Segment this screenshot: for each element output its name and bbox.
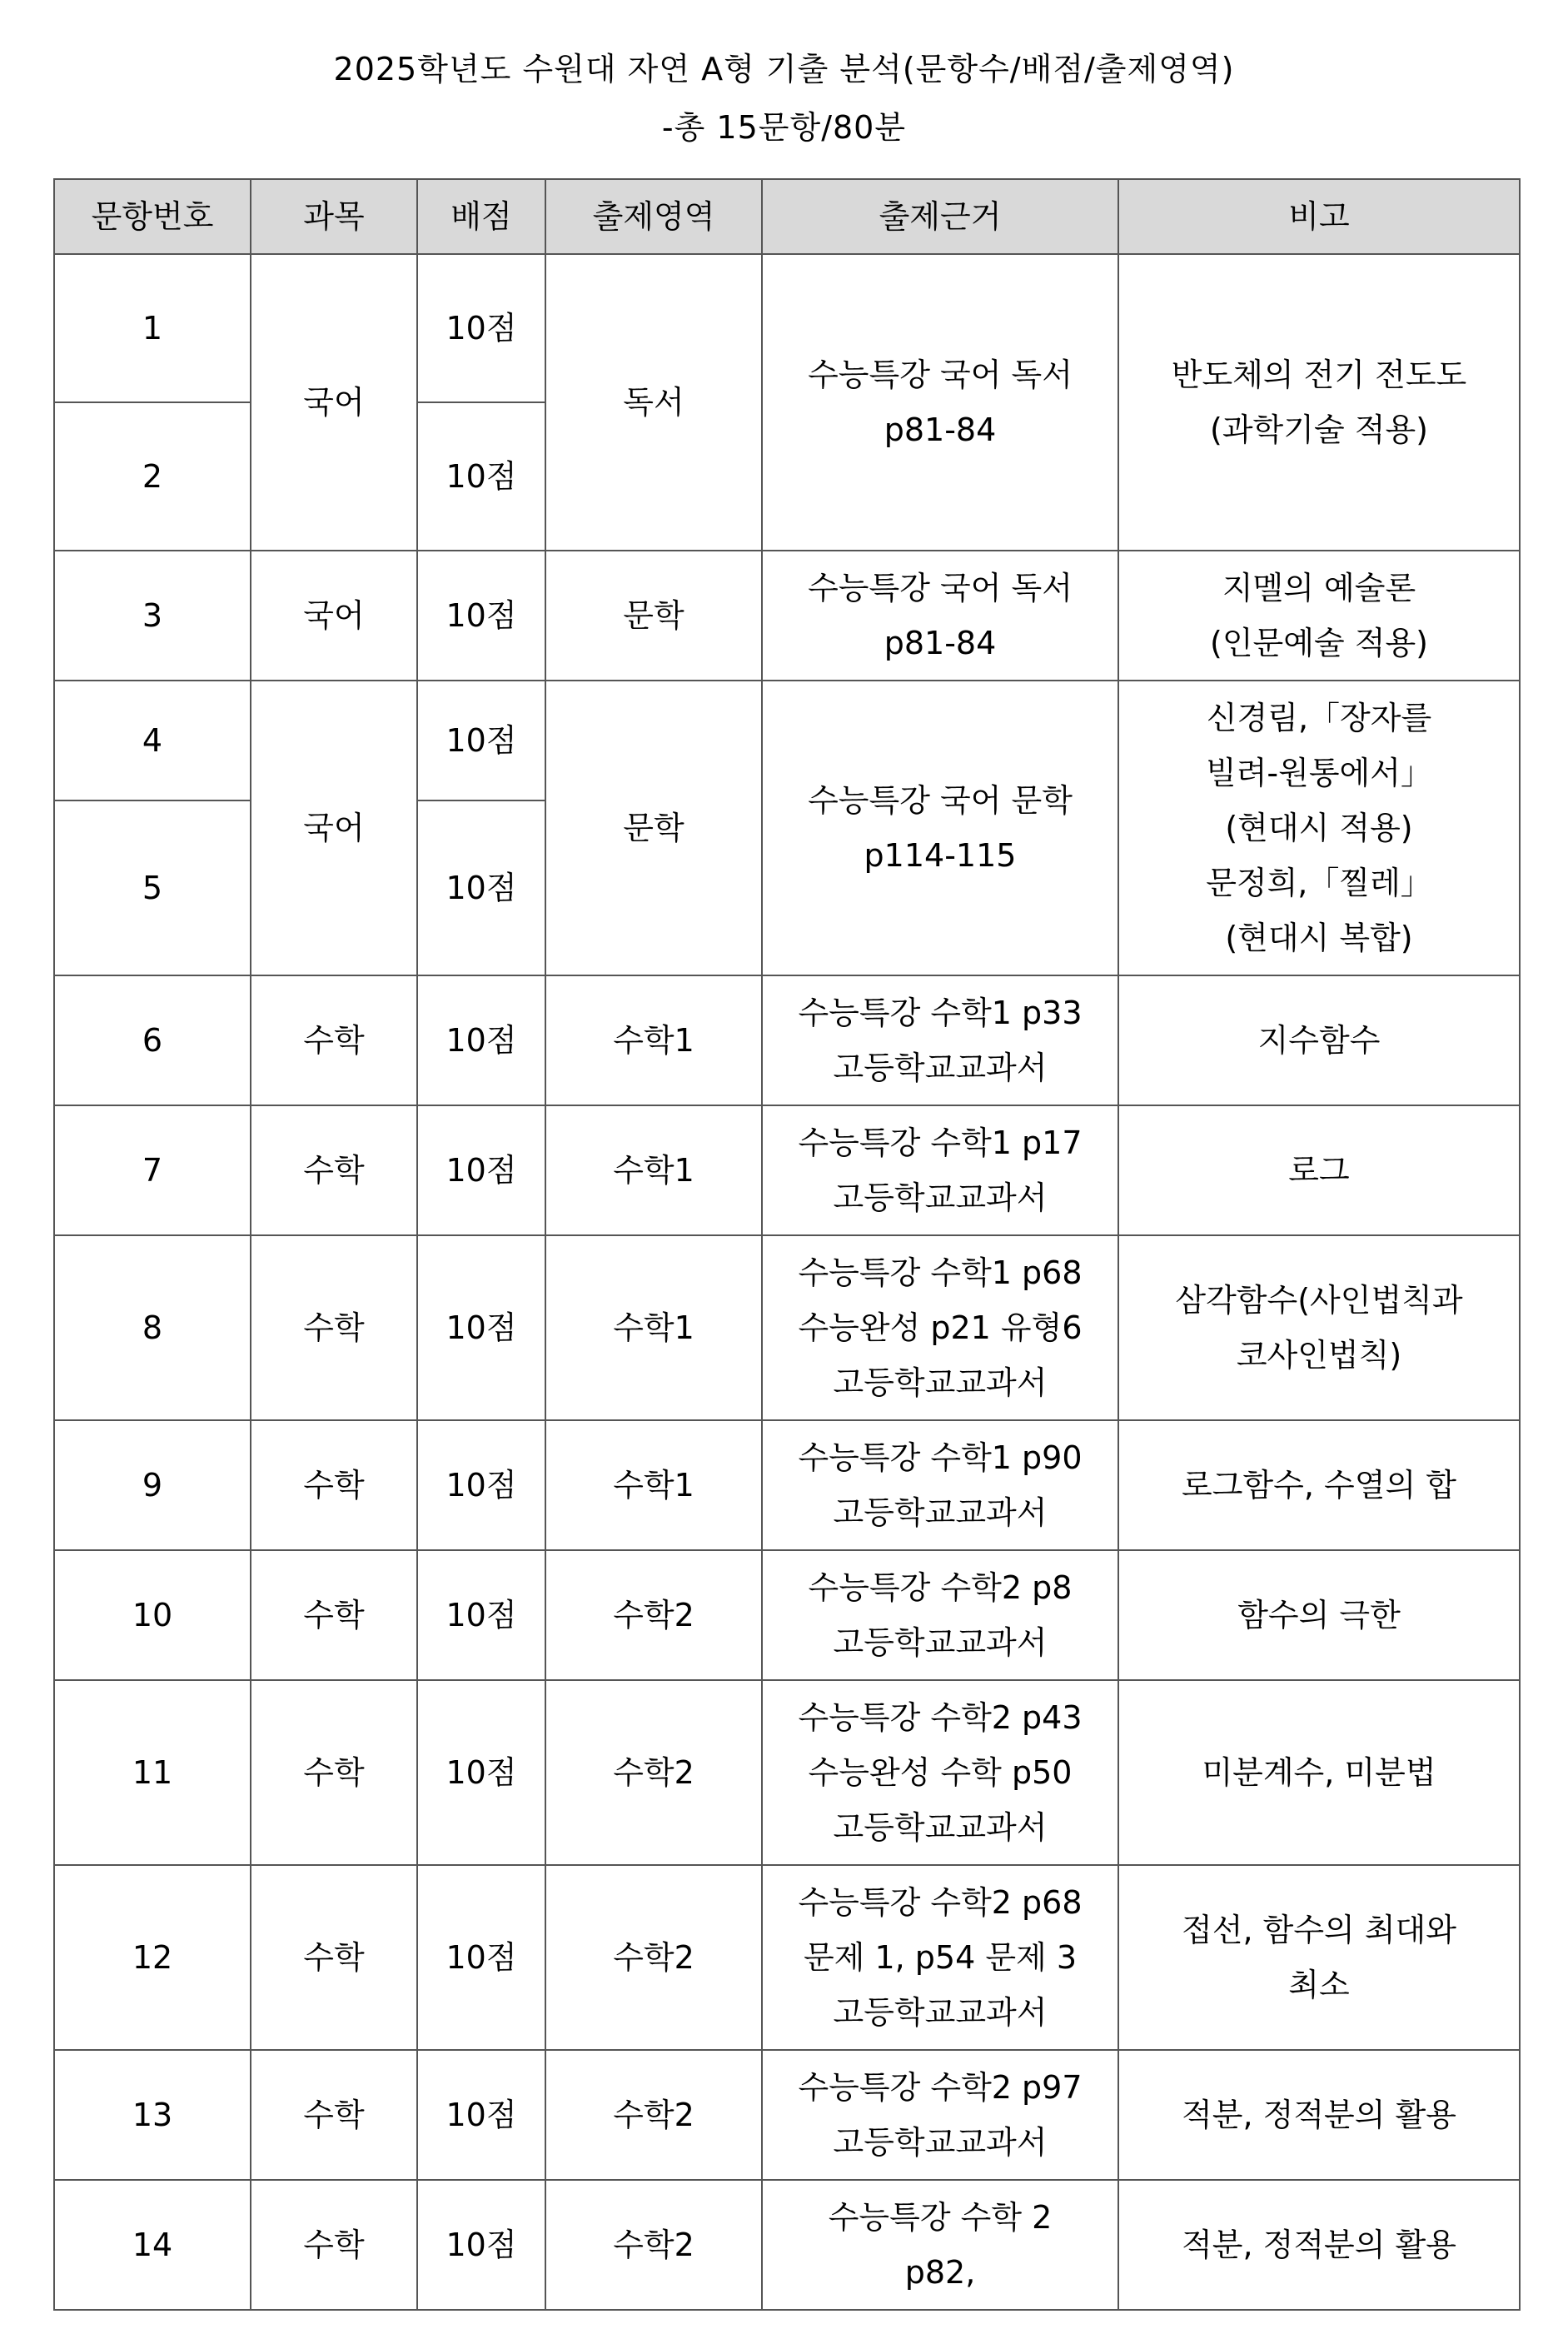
subject: 수학 [251,1680,417,1865]
basis [762,1105,1118,1235]
table-row [54,2050,1520,2180]
note-line: 코사인법칙) [1236,1337,1402,1374]
basis-line: 수능특강 국어 독서 [808,570,1073,606]
score: 10점 [417,1680,545,1865]
header-note: 비고 [1118,179,1520,254]
basis-line: 수능완성 수학 p50 [808,1754,1073,1791]
note [1118,681,1520,975]
basis [762,1865,1118,2050]
question-no: 8 [54,1235,251,1420]
table-row [54,1420,1520,1550]
basis-line: 수능특강 국어 문학 [808,782,1073,819]
note-line: 지멜의 예술론 [1222,570,1416,606]
note-line: 적분, 정적분의 활용 [1182,2227,1456,2263]
basis [762,1420,1118,1550]
table-row [54,1865,1520,2050]
note-line: (과학기술 적용) [1210,411,1428,448]
basis-line: 고등학교교과서 [833,1179,1048,1216]
table-row [54,2180,1520,2310]
basis-line: 수능특강 수학1 p33 [798,995,1083,1031]
basis-line: 고등학교교과서 [833,1624,1048,1661]
basis-line: 고등학교교과서 [833,2124,1048,2161]
note-line: 적분, 정적분의 활용 [1182,2097,1456,2133]
question-no: 12 [54,1865,251,2050]
basis-line: 고등학교교과서 [833,1050,1048,1086]
table-row [54,254,1520,402]
area: 독서 [545,254,762,551]
note [1118,1865,1520,2050]
note-line: 빌려-원통에서」 [1206,755,1432,791]
subject: 수학 [251,1865,417,2050]
basis-line: 문제 1, p54 문제 3 [803,1939,1078,1976]
basis-line: p81-84 [884,411,997,448]
basis-line: 수능특강 수학2 p8 [808,1569,1073,1606]
note-line: 반도체의 전기 전도도 [1171,357,1467,393]
area: 수학1 [545,975,762,1105]
score: 10점 [417,800,545,975]
note-line: (현대시 복합) [1225,920,1413,956]
score: 10점 [417,2180,545,2310]
score: 10점 [417,1550,545,1680]
question-no: 5 [54,800,251,975]
table-row [54,551,1520,681]
question-no: 10 [54,1550,251,1680]
question-no: 6 [54,975,251,1105]
table-row [54,1680,1520,1865]
subject: 수학 [251,975,417,1105]
area: 수학1 [545,1420,762,1550]
note-line: (인문예술 적용) [1210,625,1428,661]
score: 10점 [417,1865,545,2050]
basis [762,254,1118,551]
question-no: 14 [54,2180,251,2310]
subject: 국어 [251,254,417,551]
area: 문학 [545,681,762,975]
basis-line: 수능특강 수학1 p17 [798,1125,1083,1161]
note [1118,2180,1520,2310]
basis-line: 고등학교교과서 [833,1364,1048,1401]
basis [762,681,1118,975]
score: 10점 [417,2050,545,2180]
note-line: 접선, 함수의 최대와 [1182,1912,1456,1948]
note [1118,1105,1520,1235]
header-basis: 출제근거 [762,179,1118,254]
basis [762,1235,1118,1420]
basis [762,975,1118,1105]
basis [762,2050,1118,2180]
basis [762,1680,1118,1865]
note-line: 신경림,「장자를 [1206,700,1432,736]
area: 수학2 [545,1680,762,1865]
note [1118,2050,1520,2180]
subject: 국어 [251,681,417,975]
note-line: 문정희,「찔레」 [1206,865,1432,901]
basis-line: p114-115 [864,837,1017,874]
document-title: 2025학년도 수원대 자연 A형 기출 분석(문항수/배점/출제영역) [333,51,1235,87]
table-row [54,681,1520,800]
note-line: 지수함수 [1257,1022,1381,1059]
score: 10점 [417,402,545,551]
score: 10점 [417,975,545,1105]
basis-line: 수능특강 수학1 p90 [798,1439,1083,1476]
question-no: 2 [54,402,251,551]
basis-line: 수능특강 수학2 p68 [798,1884,1083,1921]
score: 10점 [417,1235,545,1420]
table-header-row [54,179,1520,254]
note [1118,551,1520,681]
table-row [54,1550,1520,1680]
area: 수학2 [545,1865,762,2050]
question-no: 9 [54,1420,251,1550]
area: 수학2 [545,2050,762,2180]
area: 수학1 [545,1105,762,1235]
note [1118,254,1520,551]
subject: 수학 [251,1235,417,1420]
subject: 수학 [251,1105,417,1235]
table-row [54,975,1520,1105]
area: 수학2 [545,2180,762,2310]
exam-analysis-table [53,178,1521,2311]
basis-line: 수능완성 p21 유형6 [798,1309,1083,1346]
note [1118,1235,1520,1420]
subject: 수학 [251,2180,417,2310]
area: 수학1 [545,1235,762,1420]
note-line: 로그 [1288,1152,1350,1189]
subject: 수학 [251,1420,417,1550]
note [1118,1680,1520,1865]
header-question-no: 문항번호 [54,179,251,254]
basis [762,1550,1118,1680]
basis-line: 수능특강 수학2 p43 [798,1699,1083,1736]
question-no: 3 [54,551,251,681]
header-area: 출제영역 [545,179,762,254]
basis-line: 고등학교교과서 [833,1809,1048,1846]
score: 10점 [417,254,545,402]
header-score: 배점 [417,179,545,254]
note [1118,975,1520,1105]
basis-line: 수능특강 수학2 p97 [798,2069,1083,2106]
note-line: (현대시 적용) [1225,810,1413,846]
basis-line: 수능특강 국어 독서 [808,357,1073,393]
note-line: 함수의 극한 [1237,1597,1401,1633]
basis-line: 고등학교교과서 [833,1494,1048,1531]
basis [762,551,1118,681]
basis-line: 수능특강 수학 2 [828,2199,1053,2236]
note-line: 최소 [1288,1967,1350,2003]
note-line: 삼각함수(사인법칙과 [1175,1282,1463,1319]
basis-line: p81-84 [884,625,997,661]
note [1118,1550,1520,1680]
note-line: 미분계수, 미분법 [1202,1754,1436,1791]
basis-line: 고등학교교과서 [833,1994,1048,2031]
area: 문학 [545,551,762,681]
note-line: 로그함수, 수열의 합 [1182,1467,1456,1504]
question-no: 11 [54,1680,251,1865]
question-no: 13 [54,2050,251,2180]
basis-line: 수능특강 수학1 p68 [798,1254,1083,1291]
score: 10점 [417,681,545,800]
table-row [54,1235,1520,1420]
question-no: 1 [54,254,251,402]
note [1118,1420,1520,1550]
subject: 수학 [251,1550,417,1680]
score: 10점 [417,1105,545,1235]
question-no: 7 [54,1105,251,1235]
area: 수학2 [545,1550,762,1680]
basis-line: p82, [904,2254,976,2291]
question-no: 4 [54,681,251,800]
basis [762,2180,1118,2310]
score: 10점 [417,1420,545,1550]
header-subject: 과목 [251,179,417,254]
subject: 국어 [251,551,417,681]
document-subtitle: -총 15문항/80분 [661,109,907,146]
subject: 수학 [251,2050,417,2180]
score: 10점 [417,551,545,681]
table-row [54,1105,1520,1235]
